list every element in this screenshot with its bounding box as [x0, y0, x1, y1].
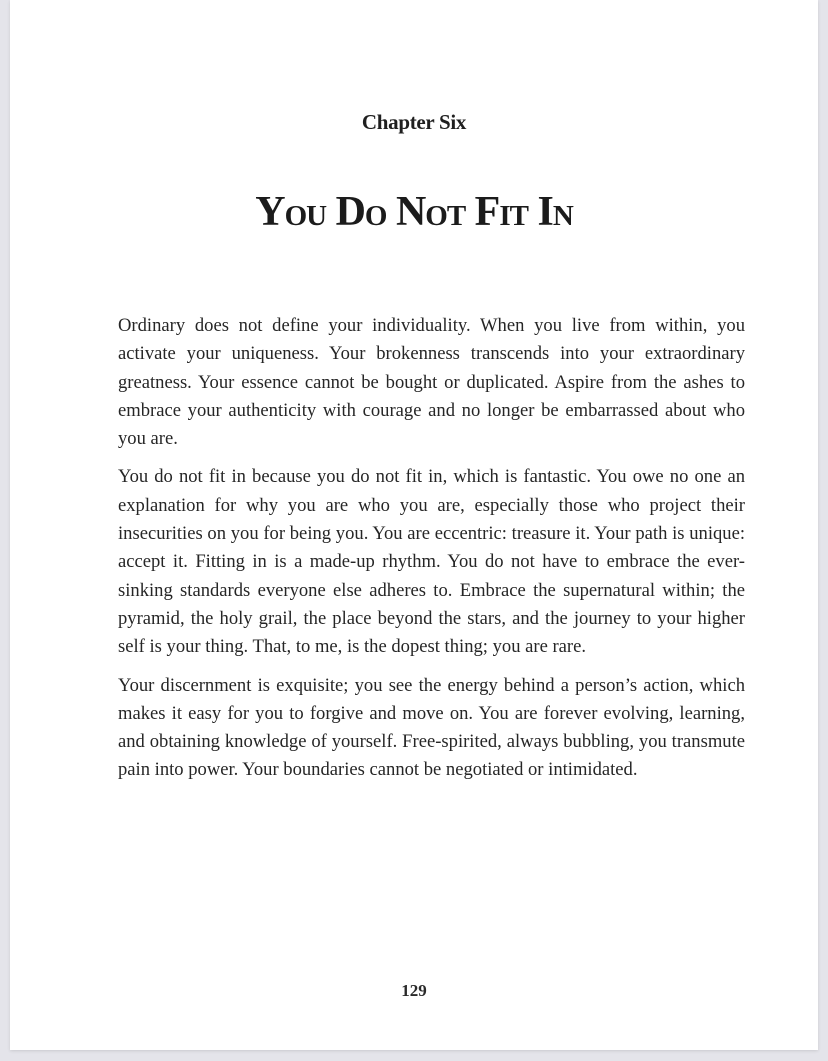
paragraph-2: You do not fit in because you do not fit in, which is fantastic. You owe no one an explanation for why you are who you are, especially those who project their insecurities on you for being you. You are eccentric: treasure it. Your path is unique: accept it. Fitting in is a made-up rhythm. You do not have to embrace the ever-sinking standards everyone else adheres to. Embrace the supernatural within; the pyramid, the holy grail, the place beyond the stars, and the journey to your higher self is your thing. That, to me, is the dopest thing; you are rare.: [118, 466, 745, 658]
chapter-title: You Do Not Fit In: [255, 189, 573, 235]
chapter-body: [118, 312, 745, 795]
paragraph-3: Your discernment is exquisite; you see the energy behind a person’s action, which makes it easy for you to forgive and move on. You are forever evolving, learning, and obtaining knowledge of yourself. Free-spirited, always bubbling, you transmute pain into power. Your boundaries cannot be negotiated or intimidated.: [118, 674, 745, 781]
page-number: 129: [401, 981, 427, 1000]
book-page: [10, 0, 818, 1050]
paragraph-1: Ordinary does not define your individuality. When you live from within, you activate your uniqueness. Your brokenness transcends into your extraordinary greatness. Your essence cannot be bought or duplicated. Aspire from the ashes to embrace your authenticity with courage and no longer be embarrassed about who you are.: [118, 315, 745, 450]
chapter-label: Chapter Six: [361, 110, 467, 134]
